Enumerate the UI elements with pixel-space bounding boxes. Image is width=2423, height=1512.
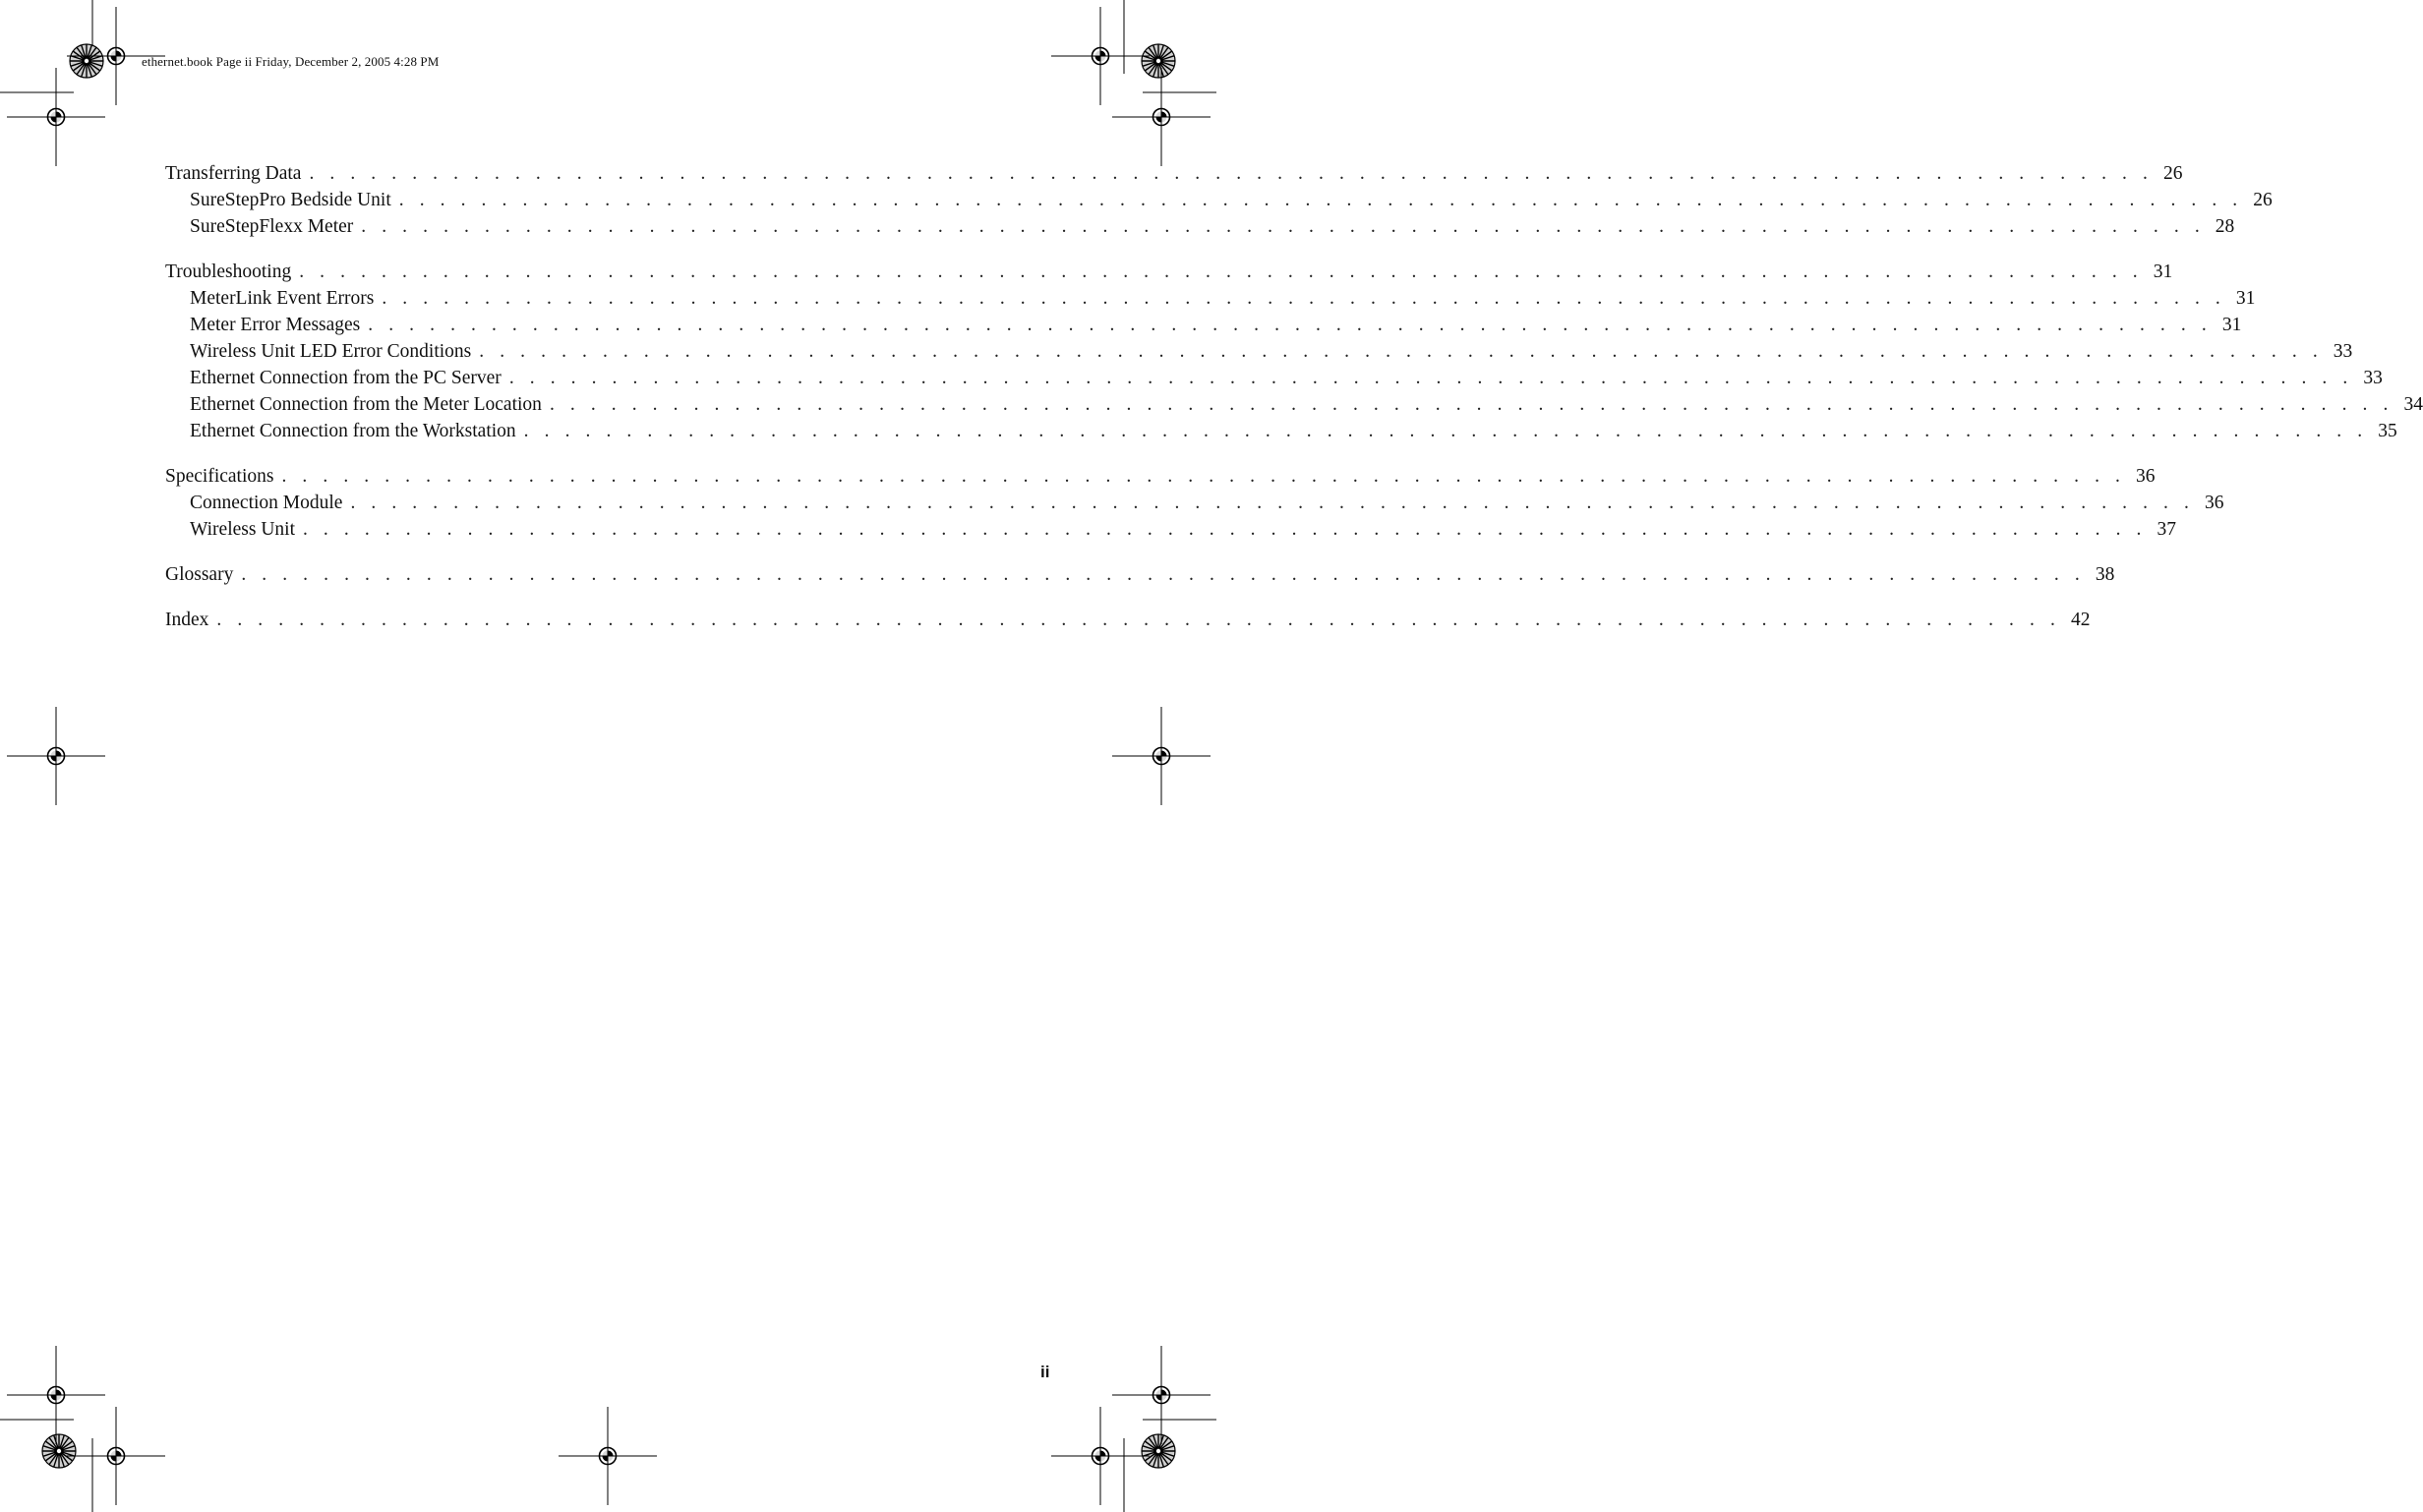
toc-subentry[interactable]: [165, 516, 2177, 543]
toc-section: [165, 463, 2224, 543]
toc-entry-page: 37: [2157, 519, 2177, 540]
star-target-icon: [42, 1434, 76, 1468]
dot-leader: . . . . . . . . . . . . . . . . . . . . . . . . . . . . . . . . . . . . . . . . . . . . . . . . . . . . . . . . . . . . . . . . . . . . . . . . . . . . . . . . . . . . . . . . . .: [350, 493, 2195, 513]
dot-leader: . . . . . . . . . . . . . . . . . . . . . . . . . . . . . . . . . . . . . . . . . . . . . . . . . . . . . . . . . . . . . . . . . . . . . . . . . . . . . . . . . . . . . . . . . .: [281, 466, 2126, 487]
table-of-contents: [165, 160, 2423, 652]
toc-entry-title: Meter Error Messages: [190, 315, 361, 335]
toc-section: [165, 160, 2273, 240]
registration-mark-icon: [1051, 7, 1150, 105]
toc-entry-page: 28: [2215, 216, 2235, 237]
dot-leader: . . . . . . . . . . . . . . . . . . . . . . . . . . . . . . . . . . . . . . . . . . . . . . . . . . . . . . . . . . . . . . . . . . . . . . . . . . . . . . . . . . . . . . . . . .: [523, 421, 2368, 441]
toc-section: [165, 607, 2091, 633]
dot-leader: . . . . . . . . . . . . . . . . . . . . . . . . . . . . . . . . . . . . . . . . . . . . . . . . . . . . . . . . . . . . . . . . . . . . . . . . . . . . . . . . . . . . . . . . . .: [368, 315, 2213, 335]
toc-entry-title: Specifications: [165, 466, 274, 487]
registration-mark-icon: [559, 1407, 657, 1505]
toc-entry-page: 26: [2162, 163, 2183, 184]
registration-mark-icon: [1112, 707, 1211, 805]
dot-leader: . . . . . . . . . . . . . . . . . . . . . . . . . . . . . . . . . . . . . . . . . . . . . . . . . . . . . . . . . . . . . . . . . . . . . . . . . . . . . . . . . . . . . . . . . .: [302, 519, 2148, 540]
dot-leader: . . . . . . . . . . . . . . . . . . . . . . . . . . . . . . . . . . . . . . . . . . . . . . . . . . . . . . . . . . . . . . . . . . . . . . . . . . . . . . . . . . . . . . . . . .: [299, 262, 2144, 282]
dot-leader: . . . . . . . . . . . . . . . . . . . . . . . . . . . . . . . . . . . . . . . . . . . . . . . . . . . . . . . . . . . . . . . . . . . . . . . . . . . . . . . . . . . . . . . . . .: [382, 288, 2226, 309]
toc-entry[interactable]: [165, 607, 2091, 633]
registration-mark-icon: [7, 1346, 105, 1444]
registration-mark-icon: [1051, 1407, 1150, 1505]
dot-leader: . . . . . . . . . . . . . . . . . . . . . . . . . . . . . . . . . . . . . . . . . . . . . . . . . . . . . . . . . . . . . . . . . . . . . . . . . . . . . . . . . . . . . . . . . .: [361, 216, 2206, 237]
toc-entry[interactable]: [165, 160, 2183, 187]
registration-mark-icon: [67, 1407, 165, 1505]
toc-entry-title: Transferring Data: [165, 163, 302, 184]
toc-entry-page: 36: [2136, 466, 2156, 487]
toc-subentry[interactable]: [165, 365, 2383, 391]
toc-subentry[interactable]: [165, 490, 2224, 516]
toc-entry-page: 35: [2378, 421, 2397, 441]
registration-mark-icon: [1112, 68, 1211, 166]
dot-leader: . . . . . . . . . . . . . . . . . . . . . . . . . . . . . . . . . . . . . . . . . . . . . . . . . . . . . . . . . . . . . . . . . . . . . . . . . . . . . . . . . . . . . . . . . .: [508, 368, 2353, 388]
registration-mark-icon: [7, 707, 105, 805]
toc-entry-page: 33: [2333, 341, 2353, 362]
toc-entry[interactable]: [165, 561, 2115, 588]
toc-subentry[interactable]: [165, 187, 2273, 213]
toc-entry-page: 31: [2153, 262, 2173, 282]
toc-entry-title: Troubleshooting: [165, 262, 292, 282]
toc-section: [165, 561, 2115, 588]
toc-entry-page: 26: [2253, 190, 2273, 210]
toc-entry-title: Ethernet Connection from the Workstation: [190, 421, 516, 441]
dot-leader: . . . . . . . . . . . . . . . . . . . . . . . . . . . . . . . . . . . . . . . . . . . . . . . . . . . . . . . . . . . . . . . . . . . . . . . . . . . . . . . . . . . . . . . . . .: [549, 394, 2393, 415]
toc-entry-title: Glossary: [165, 564, 234, 585]
page-number: ii: [1040, 1363, 1050, 1381]
toc-subentry[interactable]: [165, 418, 2397, 444]
toc-entry-page: 33: [2363, 368, 2383, 388]
toc-entry-title: SureStepPro Bedside Unit: [190, 190, 391, 210]
toc-entry-page: 38: [2095, 564, 2115, 585]
toc-section: [165, 259, 2423, 444]
dot-leader: . . . . . . . . . . . . . . . . . . . . . . . . . . . . . . . . . . . . . . . . . . . . . . . . . . . . . . . . . . . . . . . . . . . . . . . . . . . . . . . . . . . . . . . . . .: [216, 610, 2061, 630]
toc-entry-page: 34: [2403, 394, 2423, 415]
toc-entry-page: 42: [2070, 610, 2091, 630]
star-target-icon: [70, 44, 103, 78]
toc-entry[interactable]: [165, 259, 2173, 285]
dot-leader: . . . . . . . . . . . . . . . . . . . . . . . . . . . . . . . . . . . . . . . . . . . . . . . . . . . . . . . . . . . . . . . . . . . . . . . . . . . . . . . . . . . . . . . . . .: [398, 190, 2243, 210]
toc-entry[interactable]: [165, 463, 2156, 490]
toc-entry-title: Ethernet Connection from the PC Server: [190, 368, 502, 388]
toc-subentry[interactable]: [165, 213, 2235, 240]
toc-entry-title: Wireless Unit LED Error Conditions: [190, 341, 472, 362]
toc-entry-page: 36: [2204, 493, 2224, 513]
star-target-icon: [1142, 44, 1175, 78]
registration-mark-icon: [7, 68, 105, 166]
toc-entry-title: Wireless Unit: [190, 519, 295, 540]
toc-subentry[interactable]: [165, 391, 2423, 418]
dot-leader: . . . . . . . . . . . . . . . . . . . . . . . . . . . . . . . . . . . . . . . . . . . . . . . . . . . . . . . . . . . . . . . . . . . . . . . . . . . . . . . . . . . . . . . . . .: [309, 163, 2154, 184]
toc-entry-title: SureStepFlexx Meter: [190, 216, 354, 237]
toc-subentry[interactable]: [165, 285, 2256, 312]
toc-entry-title: Ethernet Connection from the Meter Location: [190, 394, 542, 415]
star-target-icon: [1142, 1434, 1175, 1468]
toc-entry-title: Connection Module: [190, 493, 343, 513]
toc-entry-title: Index: [165, 610, 209, 630]
print-slug: ethernet.book Page ii Friday, December 2, 2005 4:28 PM: [142, 54, 440, 69]
toc-entry-title: MeterLink Event Errors: [190, 288, 375, 309]
toc-subentry[interactable]: [165, 312, 2242, 338]
toc-entry-page: 31: [2221, 315, 2242, 335]
dot-leader: . . . . . . . . . . . . . . . . . . . . . . . . . . . . . . . . . . . . . . . . . . . . . . . . . . . . . . . . . . . . . . . . . . . . . . . . . . . . . . . . . . . . . . . . . .: [479, 341, 2324, 362]
dot-leader: . . . . . . . . . . . . . . . . . . . . . . . . . . . . . . . . . . . . . . . . . . . . . . . . . . . . . . . . . . . . . . . . . . . . . . . . . . . . . . . . . . . . . . . . . .: [241, 564, 2086, 585]
toc-subentry[interactable]: [165, 338, 2353, 365]
registration-mark-icon: [1112, 1346, 1211, 1444]
toc-entry-page: 31: [2235, 288, 2256, 309]
